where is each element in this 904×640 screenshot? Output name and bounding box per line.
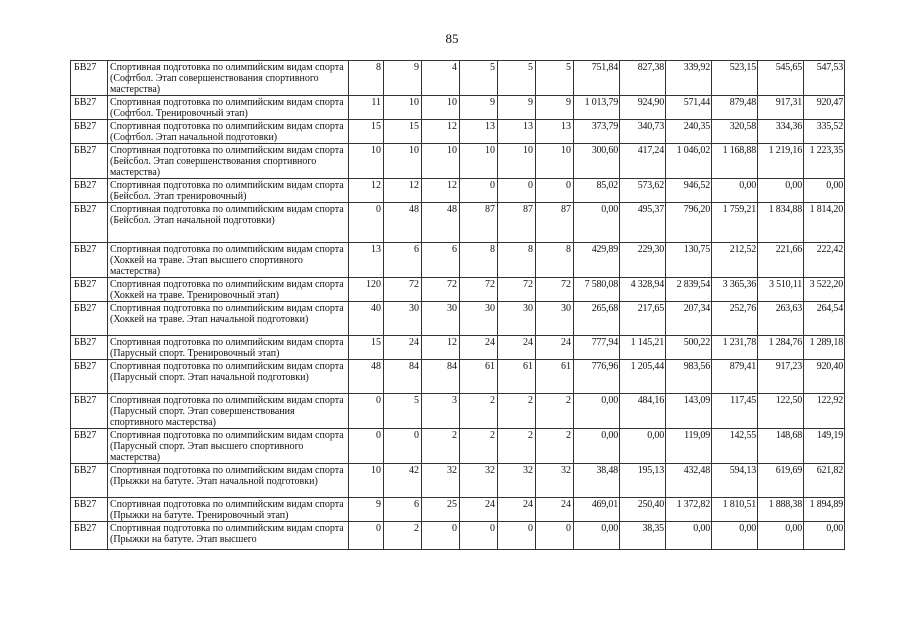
count-cell: 30	[422, 302, 460, 336]
amount-cell: 149,19	[804, 429, 845, 464]
amount-cell: 917,23	[758, 360, 804, 394]
amount-cell: 879,48	[712, 96, 758, 120]
count-cell: 12	[384, 179, 422, 203]
amount-cell: 148,68	[758, 429, 804, 464]
amount-cell: 119,09	[666, 429, 712, 464]
count-cell: 0	[498, 522, 536, 550]
amount-cell: 920,40	[804, 360, 845, 394]
amount-cell: 0,00	[574, 429, 620, 464]
count-cell: 42	[384, 464, 422, 498]
row-name: Спортивная подготовка по олимпийским видам спорта (Хоккей на траве. Тренировочный этап)	[108, 278, 349, 302]
count-cell: 10	[384, 96, 422, 120]
amount-cell: 143,09	[666, 394, 712, 429]
amount-cell: 252,76	[712, 302, 758, 336]
count-cell: 6	[384, 243, 422, 278]
amount-cell: 621,82	[804, 464, 845, 498]
amount-cell: 264,54	[804, 302, 845, 336]
amount-cell: 320,58	[712, 120, 758, 144]
amount-cell: 1 834,88	[758, 203, 804, 243]
amount-cell: 240,35	[666, 120, 712, 144]
table-row	[71, 61, 845, 96]
row-name: Спортивная подготовка по олимпийским видам спорта (Прыжки на батуте. Этап высшего	[108, 522, 349, 550]
row-name: Спортивная подготовка по олимпийским видам спорта (Хоккей на траве. Этап начальной подготовки)	[108, 302, 349, 336]
count-cell: 0	[460, 522, 498, 550]
amount-cell: 250,40	[620, 498, 666, 522]
count-cell: 2	[460, 394, 498, 429]
row-code: БВ27	[71, 144, 108, 179]
table-row	[71, 464, 845, 498]
amount-cell: 4 328,94	[620, 278, 666, 302]
count-cell: 0	[349, 394, 384, 429]
amount-cell: 3 522,20	[804, 278, 845, 302]
count-cell: 5	[498, 61, 536, 96]
amount-cell: 0,00	[666, 522, 712, 550]
count-cell: 2	[422, 429, 460, 464]
row-name: Спортивная подготовка по олимпийским видам спорта (Прыжки на батуте. Тренировочный этап)	[108, 498, 349, 522]
amount-cell: 469,01	[574, 498, 620, 522]
amount-cell: 2 839,54	[666, 278, 712, 302]
amount-cell: 1 219,16	[758, 144, 804, 179]
amount-cell: 38,48	[574, 464, 620, 498]
amount-cell: 0,00	[712, 522, 758, 550]
amount-cell: 222,42	[804, 243, 845, 278]
amount-cell: 573,62	[620, 179, 666, 203]
budget-table	[70, 60, 845, 550]
table-row	[71, 302, 845, 336]
count-cell: 9	[384, 61, 422, 96]
amount-cell: 429,89	[574, 243, 620, 278]
count-cell: 8	[349, 61, 384, 96]
row-name: Спортивная подготовка по олимпийским видам спорта (Бейсбол. Этап тренировочный)	[108, 179, 349, 203]
count-cell: 2	[460, 429, 498, 464]
row-code: БВ27	[71, 61, 108, 96]
count-cell: 61	[460, 360, 498, 394]
count-cell: 15	[349, 336, 384, 360]
amount-cell: 7 580,08	[574, 278, 620, 302]
count-cell: 84	[422, 360, 460, 394]
row-name: Спортивная подготовка по олимпийским видам спорта (Парусный спорт. Этап совершенствования спортивного мастерства)	[108, 394, 349, 429]
amount-cell: 117,45	[712, 394, 758, 429]
count-cell: 9	[498, 96, 536, 120]
amount-cell: 1 372,82	[666, 498, 712, 522]
count-cell: 30	[460, 302, 498, 336]
amount-cell: 495,37	[620, 203, 666, 243]
count-cell: 30	[384, 302, 422, 336]
amount-cell: 484,16	[620, 394, 666, 429]
amount-cell: 796,20	[666, 203, 712, 243]
amount-cell: 1 289,18	[804, 336, 845, 360]
table-row	[71, 144, 845, 179]
amount-cell: 217,65	[620, 302, 666, 336]
table-row	[71, 243, 845, 278]
amount-cell: 85,02	[574, 179, 620, 203]
amount-cell: 265,68	[574, 302, 620, 336]
count-cell: 2	[536, 394, 574, 429]
amount-cell: 0,00	[620, 429, 666, 464]
amount-cell: 0,00	[758, 179, 804, 203]
count-cell: 10	[349, 464, 384, 498]
row-code: БВ27	[71, 429, 108, 464]
count-cell: 5	[384, 394, 422, 429]
amount-cell: 1 205,44	[620, 360, 666, 394]
count-cell: 3	[422, 394, 460, 429]
count-cell: 72	[536, 278, 574, 302]
amount-cell: 827,38	[620, 61, 666, 96]
count-cell: 0	[349, 522, 384, 550]
amount-cell: 221,66	[758, 243, 804, 278]
row-code: БВ27	[71, 179, 108, 203]
count-cell: 72	[498, 278, 536, 302]
amount-cell: 0,00	[804, 179, 845, 203]
count-cell: 2	[536, 429, 574, 464]
count-cell: 10	[536, 144, 574, 179]
amount-cell: 0,00	[712, 179, 758, 203]
amount-cell: 545,65	[758, 61, 804, 96]
row-code: БВ27	[71, 278, 108, 302]
count-cell: 6	[384, 498, 422, 522]
amount-cell: 1 046,02	[666, 144, 712, 179]
amount-cell: 142,55	[712, 429, 758, 464]
count-cell: 9	[536, 96, 574, 120]
count-cell: 87	[498, 203, 536, 243]
table-row	[71, 429, 845, 464]
count-cell: 6	[422, 243, 460, 278]
count-cell: 11	[349, 96, 384, 120]
row-name: Спортивная подготовка по олимпийским видам спорта (Парусный спорт. Этап высшего спортивного мастерства)	[108, 429, 349, 464]
count-cell: 10	[498, 144, 536, 179]
amount-cell: 212,52	[712, 243, 758, 278]
amount-cell: 1 223,35	[804, 144, 845, 179]
amount-cell: 776,96	[574, 360, 620, 394]
table-row	[71, 394, 845, 429]
count-cell: 8	[536, 243, 574, 278]
amount-cell: 1 284,76	[758, 336, 804, 360]
amount-cell: 946,52	[666, 179, 712, 203]
row-name: Спортивная подготовка по олимпийским видам спорта (Бейсбол. Этап начальной подготовки)	[108, 203, 349, 243]
page-number: 85	[445, 31, 459, 46]
count-cell: 32	[498, 464, 536, 498]
amount-cell: 1 759,21	[712, 203, 758, 243]
row-name: Спортивная подготовка по олимпийским видам спорта (Парусный спорт. Тренировочный этап)	[108, 336, 349, 360]
count-cell: 84	[384, 360, 422, 394]
amount-cell: 983,56	[666, 360, 712, 394]
row-code: БВ27	[71, 522, 108, 550]
amount-cell: 594,13	[712, 464, 758, 498]
count-cell: 24	[536, 498, 574, 522]
count-cell: 30	[536, 302, 574, 336]
count-cell: 12	[422, 336, 460, 360]
count-cell: 10	[384, 144, 422, 179]
amount-cell: 3 510,11	[758, 278, 804, 302]
table-row	[71, 336, 845, 360]
amount-cell: 122,50	[758, 394, 804, 429]
count-cell: 9	[349, 498, 384, 522]
count-cell: 2	[384, 522, 422, 550]
count-cell: 10	[349, 144, 384, 179]
count-cell: 2	[498, 394, 536, 429]
amount-cell: 1 894,89	[804, 498, 845, 522]
amount-cell: 3 365,36	[712, 278, 758, 302]
amount-cell: 1 145,21	[620, 336, 666, 360]
count-cell: 13	[460, 120, 498, 144]
count-cell: 5	[536, 61, 574, 96]
count-cell: 30	[498, 302, 536, 336]
amount-cell: 500,22	[666, 336, 712, 360]
count-cell: 61	[536, 360, 574, 394]
amount-cell: 0,00	[758, 522, 804, 550]
count-cell: 24	[384, 336, 422, 360]
count-cell: 13	[349, 243, 384, 278]
count-cell: 0	[349, 203, 384, 243]
row-name: Спортивная подготовка по олимпийским видам спорта (Софтбол. Тренировочный этап)	[108, 96, 349, 120]
amount-cell: 751,84	[574, 61, 620, 96]
amount-cell: 207,34	[666, 302, 712, 336]
amount-cell: 0,00	[804, 522, 845, 550]
amount-cell: 917,31	[758, 96, 804, 120]
amount-cell: 229,30	[620, 243, 666, 278]
count-cell: 48	[422, 203, 460, 243]
table-row	[71, 360, 845, 394]
row-name: Спортивная подготовка по олимпийским видам спорта (Софтбол. Этап совершенствования спортивного мастерства)	[108, 61, 349, 96]
row-code: БВ27	[71, 336, 108, 360]
amount-cell: 1 013,79	[574, 96, 620, 120]
amount-cell: 523,15	[712, 61, 758, 96]
count-cell: 10	[422, 144, 460, 179]
amount-cell: 373,79	[574, 120, 620, 144]
count-cell: 2	[498, 429, 536, 464]
count-cell: 120	[349, 278, 384, 302]
count-cell: 0	[349, 429, 384, 464]
table-row	[71, 96, 845, 120]
amount-cell: 619,69	[758, 464, 804, 498]
amount-cell: 432,48	[666, 464, 712, 498]
count-cell: 12	[422, 120, 460, 144]
count-cell: 24	[460, 336, 498, 360]
count-cell: 24	[498, 498, 536, 522]
amount-cell: 571,44	[666, 96, 712, 120]
count-cell: 0	[536, 179, 574, 203]
amount-cell: 339,92	[666, 61, 712, 96]
row-name: Спортивная подготовка по олимпийским видам спорта (Бейсбол. Этап совершенствования спортивного мастерства)	[108, 144, 349, 179]
count-cell: 4	[422, 61, 460, 96]
amount-cell: 195,13	[620, 464, 666, 498]
count-cell: 72	[460, 278, 498, 302]
count-cell: 13	[498, 120, 536, 144]
row-name: Спортивная подготовка по олимпийским видам спорта (Парусный спорт. Этап начальной подготовки)	[108, 360, 349, 394]
count-cell: 48	[384, 203, 422, 243]
row-code: БВ27	[71, 498, 108, 522]
count-cell: 24	[460, 498, 498, 522]
count-cell: 40	[349, 302, 384, 336]
count-cell: 12	[349, 179, 384, 203]
count-cell: 13	[536, 120, 574, 144]
amount-cell: 547,53	[804, 61, 845, 96]
count-cell: 48	[349, 360, 384, 394]
count-cell: 0	[422, 522, 460, 550]
count-cell: 32	[422, 464, 460, 498]
table-row	[71, 498, 845, 522]
count-cell: 0	[498, 179, 536, 203]
amount-cell: 300,60	[574, 144, 620, 179]
count-cell: 15	[349, 120, 384, 144]
row-code: БВ27	[71, 203, 108, 243]
row-name: Спортивная подготовка по олимпийским видам спорта (Прыжки на батуте. Этап начальной подготовки)	[108, 464, 349, 498]
amount-cell: 130,75	[666, 243, 712, 278]
count-cell: 5	[460, 61, 498, 96]
row-code: БВ27	[71, 243, 108, 278]
count-cell: 25	[422, 498, 460, 522]
amount-cell: 1 814,20	[804, 203, 845, 243]
count-cell: 10	[422, 96, 460, 120]
amount-cell: 879,41	[712, 360, 758, 394]
count-cell: 0	[384, 429, 422, 464]
count-cell: 10	[460, 144, 498, 179]
count-cell: 32	[536, 464, 574, 498]
count-cell: 8	[460, 243, 498, 278]
row-code: БВ27	[71, 394, 108, 429]
row-code: БВ27	[71, 120, 108, 144]
table-row	[71, 203, 845, 243]
count-cell: 15	[384, 120, 422, 144]
amount-cell: 263,63	[758, 302, 804, 336]
row-code: БВ27	[71, 96, 108, 120]
count-cell: 61	[498, 360, 536, 394]
amount-cell: 122,92	[804, 394, 845, 429]
amount-cell: 1 810,51	[712, 498, 758, 522]
amount-cell: 920,47	[804, 96, 845, 120]
row-code: БВ27	[71, 302, 108, 336]
amount-cell: 417,24	[620, 144, 666, 179]
amount-cell: 0,00	[574, 394, 620, 429]
amount-cell: 777,94	[574, 336, 620, 360]
count-cell: 72	[422, 278, 460, 302]
amount-cell: 334,36	[758, 120, 804, 144]
table-row	[71, 522, 845, 550]
amount-cell: 0,00	[574, 203, 620, 243]
table-row	[71, 278, 845, 302]
count-cell: 24	[498, 336, 536, 360]
amount-cell: 924,90	[620, 96, 666, 120]
count-cell: 87	[460, 203, 498, 243]
amount-cell: 1 168,88	[712, 144, 758, 179]
count-cell: 12	[422, 179, 460, 203]
amount-cell: 340,73	[620, 120, 666, 144]
count-cell: 0	[536, 522, 574, 550]
row-code: БВ27	[71, 464, 108, 498]
table-row	[71, 179, 845, 203]
amount-cell: 335,52	[804, 120, 845, 144]
row-name: Спортивная подготовка по олимпийским видам спорта (Хоккей на траве. Этап высшего спортивного мастерства)	[108, 243, 349, 278]
amount-cell: 38,35	[620, 522, 666, 550]
count-cell: 0	[460, 179, 498, 203]
row-code: БВ27	[71, 360, 108, 394]
amount-cell: 0,00	[574, 522, 620, 550]
count-cell: 72	[384, 278, 422, 302]
amount-cell: 1 231,78	[712, 336, 758, 360]
row-name: Спортивная подготовка по олимпийским видам спорта (Софтбол. Этап начальной подготовки)	[108, 120, 349, 144]
count-cell: 24	[536, 336, 574, 360]
count-cell: 8	[498, 243, 536, 278]
count-cell: 9	[460, 96, 498, 120]
count-cell: 32	[460, 464, 498, 498]
amount-cell: 1 888,38	[758, 498, 804, 522]
count-cell: 87	[536, 203, 574, 243]
table-row	[71, 120, 845, 144]
